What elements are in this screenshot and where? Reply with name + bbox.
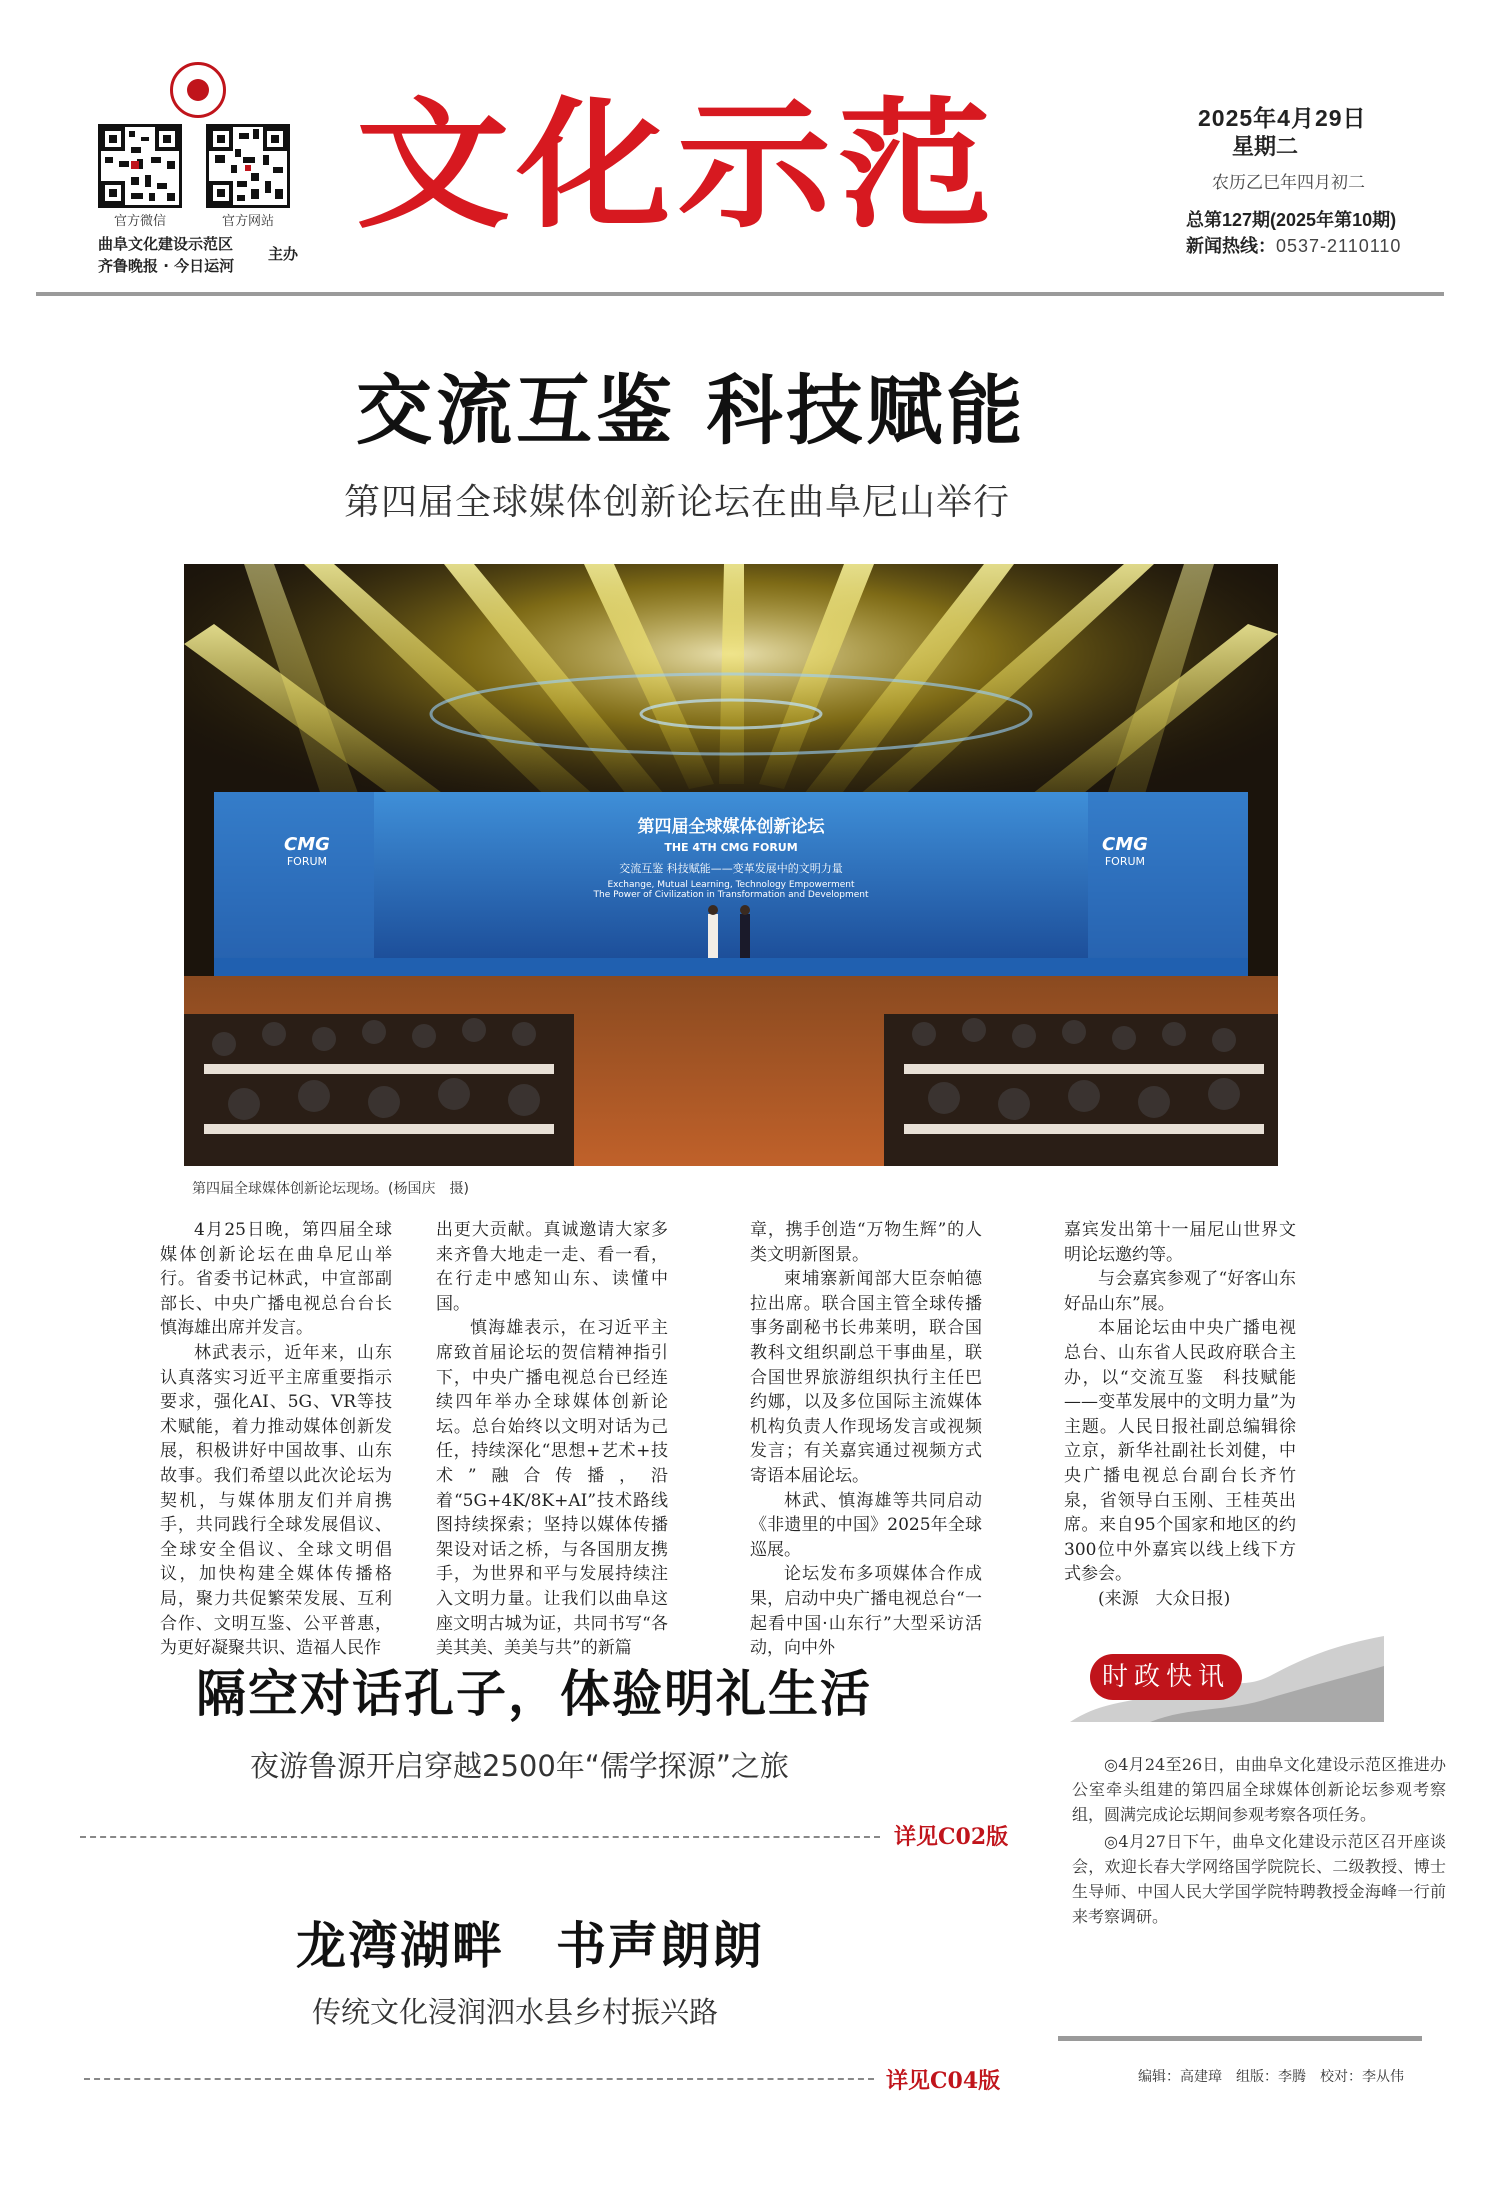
article-paragraph: 本届论坛由中央广播电视总台、山东省人民政府联合主办，以“交流互鉴 科技赋能——变革发展中的文明力量”为主题。人民日报社副总编辑徐立京，新华社副社长刘健，中央广播电视总台副台长齐竹泉，省领导白玉刚、王桂英出席。来自95个国家和地区的约300位中外嘉宾以线上线下方式参会。 bbox=[1064, 1318, 1296, 1585]
forum-stage-photo bbox=[184, 564, 1278, 1166]
screen-title: 第四届全球媒体创新论坛 bbox=[637, 817, 825, 837]
screen-theme-en2: The Power of Civilization in Transformation and Development bbox=[593, 890, 869, 900]
qr-label-website: 官方网站 bbox=[221, 214, 274, 229]
article-paragraph: 柬埔寨新闻部大臣奈帕德拉出席。联合国主管全球传播事务副秘书长弗莱明，联合国教科文组织副总干事曲星，联合国世界旅游组织执行主任巴约娜，以及多位国际主流媒体机构负责人作现场发言或视频发言；有关嘉宾通过视频方式寄语本届论坛。 bbox=[750, 1269, 982, 1486]
article-paragraph: 章，携手创造“万物生辉”的人类文明新图景。 bbox=[750, 1220, 982, 1265]
cmg-logo-text-left: CMG bbox=[284, 834, 330, 855]
article-column-3 bbox=[750, 1218, 982, 1661]
teaser-2-subtitle: 传统文化浸润泗水县乡村振兴路 bbox=[312, 1995, 719, 2029]
article-source: (来源 大众日报) bbox=[1098, 1588, 1231, 1609]
photo-caption: 第四届全球媒体创新论坛现场。(杨国庆 摄) bbox=[192, 1181, 469, 1197]
issue-number: 总第127期(2025年第10期) bbox=[1186, 210, 1397, 230]
host-org-2: 齐鲁晚报 · 今日运河 bbox=[98, 257, 235, 275]
news-brief-bottom-rule bbox=[1058, 2036, 1422, 2041]
news-brief-item: ◎4月24至26日，由曲阜文化建设示范区推进办公室牵头组建的第四届全球媒体创新论坛参观考察组，圆满完成论坛期间参观考察各项任务。 bbox=[1072, 1755, 1446, 1824]
article-paragraph: 4月25日晚，第四届全球媒体创新论坛在曲阜尼山举行。省委书记林武，中宣部副部长、中央广播电视总台台长慎海雄出席并发言。 bbox=[160, 1220, 392, 1339]
screen-theme: 交流互鉴 科技赋能——变革发展中的文明力量 bbox=[619, 862, 843, 875]
screen-theme-en: Exchange, Mutual Learning, Technology Empowerment bbox=[607, 880, 855, 890]
news-brief-list bbox=[1072, 1752, 1446, 1931]
article-paragraph: 慎海雄表示，在习近平主席致首届论坛的贺信精神指引下，中央广播电视总台已经连续四年举办全球媒体创新论坛。总台始终以文明对话为己任，持续深化“思想+艺术+技术”融合传播，沿着“5G+4K/8K+AI”技术路线图持续探索；坚持以媒体传播架设对话之桥，与各国朋友携手，为世界和平与发展持续注入文明力量。让我们以曲阜这座文明古城为证，共同书写“各美其美、美美与共”的新篇 bbox=[436, 1318, 668, 1659]
seal-logo bbox=[170, 62, 226, 118]
article-paragraph: 林武表示，近年来，山东认真落实习近平主席重要指示要求，强化AI、5G、VR等技术赋能，着力推动媒体创新发展，积极讲好中国故事、山东故事。我们希望以此次论坛为契机，与媒体朋友们并肩携手，共同践行全球发展倡议、全球安全倡议、全球文明倡议，加快构建全媒体传播格局，聚力共促繁荣发展、互利合作、文明互鉴、公平普惠，为更好凝聚共识、造福人民作 bbox=[160, 1342, 392, 1659]
news-hotline bbox=[1186, 232, 1401, 258]
cmg-logo-text-right: CMG bbox=[1102, 834, 1148, 855]
issue-weekday: 星期二 bbox=[1232, 134, 1299, 159]
hotline-number: 0537-2110110 bbox=[1276, 236, 1402, 256]
masthead-divider bbox=[36, 292, 1444, 296]
cmg-forum-logo-right bbox=[1102, 834, 1148, 868]
article-paragraph: 论坛发布多项媒体合作成果，启动中央广播电视总台“一起看中国·山东行”大型采访活动，向中外 bbox=[750, 1564, 982, 1659]
cmg-logo-sub-right: FORUM bbox=[1104, 855, 1146, 868]
teaser-2-see-page-link[interactable]: 详见C04版 bbox=[886, 2068, 1001, 2094]
lead-headline: 交流互鉴 科技赋能 bbox=[356, 366, 1027, 455]
masthead-title: 文化示范 bbox=[356, 85, 999, 248]
teaser-2-leader bbox=[84, 2078, 874, 2080]
article-paragraph: 嘉宾发出第十一届尼山世界文明论坛邀约等。 bbox=[1064, 1220, 1296, 1265]
teaser-1-leader bbox=[80, 1836, 880, 1838]
host-org-1: 曲阜文化建设示范区 bbox=[98, 235, 234, 253]
teaser-1-subtitle: 夜游鲁源开启穿越2500年“儒学探源”之旅 bbox=[250, 1749, 789, 1783]
news-brief-label: 时政快讯 bbox=[1101, 1662, 1230, 1692]
teaser-1-see-page-link[interactable]: 详见C02版 bbox=[894, 1824, 1009, 1850]
article-column-2 bbox=[436, 1218, 668, 1661]
cmg-forum-logo-left bbox=[284, 834, 330, 868]
news-brief-header bbox=[1070, 1636, 1384, 1722]
article-column-4 bbox=[1064, 1218, 1296, 1612]
host-role: 主办 bbox=[268, 245, 299, 263]
article-paragraph: 与会嘉宾参观了“好客山东 好品山东”展。 bbox=[1064, 1269, 1296, 1314]
article-paragraph: 出更大贡献。真诚邀请大家多来齐鲁大地走一走、看一看，在行走中感知山东、读懂中国。 bbox=[436, 1220, 668, 1314]
issue-date: 2025年4月29日 bbox=[1198, 105, 1367, 131]
article-column-1 bbox=[160, 1218, 392, 1661]
qr-code-wechat[interactable] bbox=[98, 124, 182, 208]
qr-label-wechat: 官方微信 bbox=[113, 214, 166, 229]
lead-subheadline: 第四届全球媒体创新论坛在曲阜尼山举行 bbox=[344, 482, 1011, 523]
hotline-label: 新闻热线： bbox=[1186, 236, 1276, 256]
article-paragraph: 林武、慎海雄等共同启动《非遗里的中国》2025年全球巡展。 bbox=[750, 1490, 982, 1560]
screen-title-en: THE 4TH CMG FORUM bbox=[664, 841, 798, 854]
qr-code-website[interactable] bbox=[206, 124, 290, 208]
news-brief-item: ◎4月27日下午，曲阜文化建设示范区召开座谈会，欢迎长春大学网络国学院院长、二级教授、博士生导师、中国人民大学国学院特聘教授金海峰一行前来考察调研。 bbox=[1072, 1832, 1446, 1926]
page-credits: 编辑：高建璋 组版：李腾 校对：李从伟 bbox=[1138, 2069, 1404, 2085]
teaser-2-title[interactable]: 龙湾湖畔 书声朗朗 bbox=[296, 1916, 764, 1975]
teaser-1-title[interactable]: 隔空对话孔子，体验明礼生活 bbox=[196, 1664, 872, 1723]
cmg-logo-sub-left: FORUM bbox=[286, 855, 328, 868]
lunar-date: 农历乙巳年四月初二 bbox=[1212, 173, 1365, 192]
